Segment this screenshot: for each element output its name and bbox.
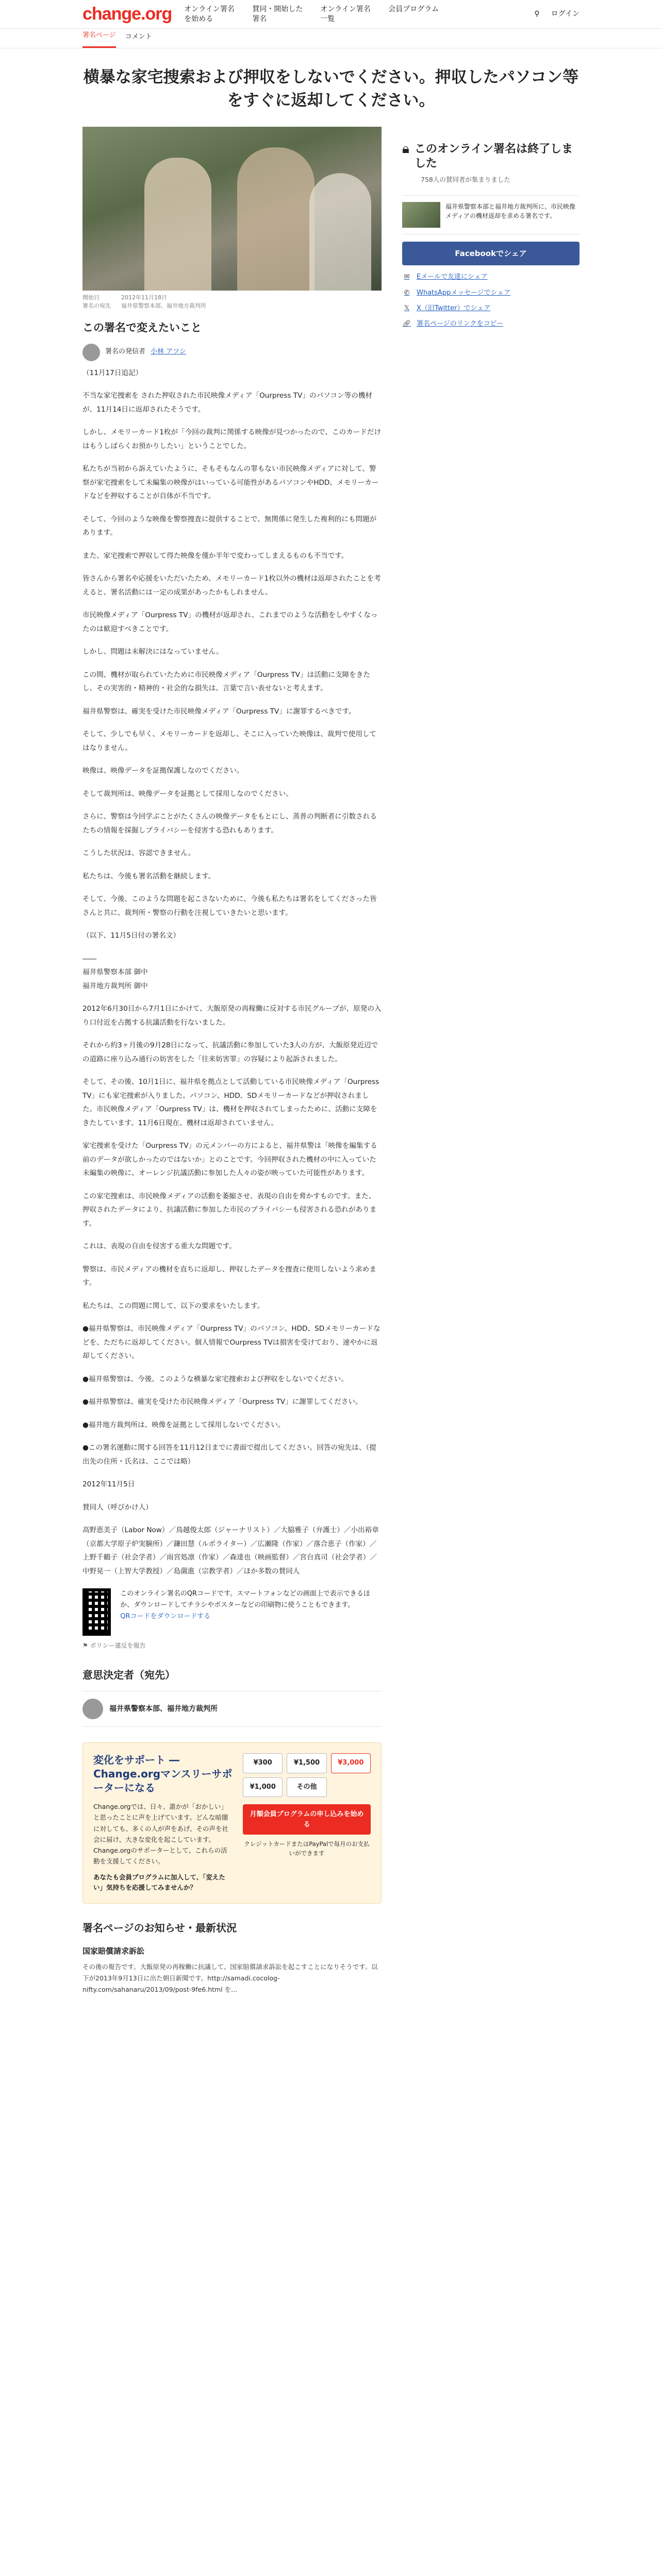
related-thumbnail (402, 202, 440, 228)
signatories-list: 高野恵美子（Labor Now）／鳥越俊太郎（ジャーナリスト）／大脇雅子（弁護士）／小出裕章（京都大学原子炉実験所）／鎌田慧（ルポライター）／広瀬隆（作家）／落合恵子（作家）／上野千鶴子（社会学者）／雨宮処凛（作家）／森達也（映画監督）／宮台真司（社会学者）／中野晃一（上智大学教授）／島薗進（宗教学者）／ほか多数の賛同人 (82, 1526, 379, 1575)
body-paragraph: こうした状況は、容認できません。 (82, 849, 195, 858)
decision-makers-title: 意思決定者（宛先） (82, 1669, 175, 1682)
closed-title: このオンライン署名は終了しました (414, 142, 573, 171)
email-icon: ✉ (404, 273, 410, 281)
body-paragraph: しかし、問題は未解決にはなっていません。 (82, 648, 223, 656)
change-org-logo[interactable]: change.org (82, 4, 172, 24)
top-bar (0, 0, 662, 29)
content-layout (0, 127, 662, 1995)
report-link[interactable]: ⚑ ポリシー違反を報告 (82, 1642, 146, 1650)
addressee-label: 署名の宛先 (82, 302, 111, 310)
copy-link-label: 署名ページのリンクをコピー (417, 319, 503, 328)
lock-icon: 🔒︎ (402, 141, 409, 157)
body-paragraph: この家宅捜索は、市民映像メディアの活動を萎縮させ、表現の自由を脅かすものです。また、押収されたデータにより、抗議活動に参加した市民のプライバシーも侵害される恐れがあります。 (82, 1192, 377, 1228)
demand-item: ●この署名運動に関する回答を11月12日までに書面で提出してください。回答の宛先は、（提出先の住所・氏名は、ここでは略） (82, 1444, 376, 1466)
body-paragraph: （以下、11月5日付の署名文） (82, 931, 180, 940)
avatar (82, 344, 100, 361)
twitter-icon: 𝕏 (404, 304, 410, 312)
amount-option[interactable]: ¥1,000 (243, 1777, 283, 1798)
link-icon: 🔗︎ (402, 319, 411, 328)
share-whatsapp-label: WhatsAppメッセージでシェア (417, 289, 511, 297)
demand-item: ●福井地方裁判所は、映像を証拠として採用しないでください。 (82, 1420, 285, 1429)
support-box (82, 1742, 382, 1904)
report-label: ポリシー違反を報告 (90, 1642, 146, 1650)
body-paragraph: 映像は、映像データを証拠保護しなのでください。 (82, 767, 244, 775)
nav-my-petitions[interactable]: 賛同・開始した署名 (252, 5, 303, 23)
support-title: 変化をサポート ― Change.orgマンスリーサポーターになる (93, 1754, 233, 1794)
tab-comments[interactable]: コメント (125, 33, 152, 41)
supporter-count: 758人の賛同者が集まりました (421, 176, 510, 184)
decision-maker-item[interactable] (82, 1691, 382, 1727)
search-icon[interactable]: ⚲ (534, 10, 540, 19)
share-email-label: Eメールで友達にシェア (417, 273, 488, 281)
start-date-label: 開始日 (82, 294, 100, 301)
facebook-share-button[interactable]: Facebookでシェア (402, 242, 580, 266)
petition-photo (82, 127, 382, 291)
login-link[interactable]: ログイン (551, 10, 580, 19)
body-paragraph: これは、表現の自由を侵害する重大な問題です。 (82, 1242, 236, 1251)
share-twitter-label: X（旧Twitter）でシェア (417, 304, 491, 312)
amount-option-selected[interactable]: ¥3,000 (331, 1753, 371, 1773)
body-paragraph: そして、その後、10月1日に、福井県を拠点として活動している市民映像メディア「Ourpress TV」にも家宅捜索が入りました。パソコン、HDD、SDメモリーカードなどが押収されました。市民映像メディア「Ourpress TV」は、機材を押収されてしまったために、活動に支障をきたしています。11月6日現在、機材は返却されていません。 (82, 1078, 379, 1127)
sidebar (402, 127, 580, 1995)
qr-section (82, 1588, 382, 1636)
amount-options (243, 1753, 371, 1797)
amount-option[interactable]: ¥300 (243, 1753, 283, 1773)
copy-link[interactable] (402, 319, 580, 329)
amount-option-other[interactable]: その他 (287, 1777, 326, 1798)
related-petition[interactable] (402, 195, 580, 234)
body-paragraph: また、家宅捜索で押収して得た映像を僅か半年で変わってしまえるものも不当です。 (82, 551, 349, 560)
petition-date: 2012年11月5日 (82, 1480, 135, 1489)
body-paragraph: そして、少しでも早く、メモリーカードを返却し、そこに入っていた映像は、裁判で使用してはなりません。 (82, 730, 377, 752)
page-title: 横暴な家宅捜索および押収をしないでください。押収したパソコン等をすぐに返却してください。 (83, 68, 579, 110)
demand-item: ●福井県警察は、確実を受けた市民映像メディア「Ourpress TV」に謝罪してください。 (82, 1398, 362, 1406)
body-paragraph: 家宅捜索を受けた「Ourpress TV」の元メンバーの方によると、福井県警は「映像を編集する前のデータが欲しかったのではないか」とのことです。今回押収された機材の中に入っていた未編集の映像に、オーレンジ抗議活動に参加した人々の姿が映っていた可能性があります。 (82, 1142, 377, 1178)
update-item[interactable] (82, 1944, 382, 1995)
share-whatsapp-link[interactable] (402, 289, 580, 298)
addressees-block: ―― 福井県警察本部 御中 福井地方裁判所 御中 (82, 954, 148, 990)
qr-code-image (82, 1588, 111, 1636)
related-text: 福井県警察本部と福井地方裁判所に、市民映像メディアの機材返却を求める署名です。 (445, 202, 576, 219)
qr-description: このオンライン署名のQRコードです。スマートフォンなどの画面上で表示できるほか、ダウンロードしてチラシやポスターなどの印刷物に使うこともできます。 (120, 1590, 370, 1609)
updates-title: 署名ページのお知らせ・最新状況 (82, 1921, 237, 1934)
body-paragraph: 不当な家宅捜索を された押収された市民映像メディア「Ourpress TV」のパソコン等の機材が、11月14日に返却されたそうです。 (82, 392, 373, 414)
body-paragraph: さらに、警察は今回学ぶことがたくさんの映像データをもとにし、蒸普の判断者に引数されるたちの情報を採掘しプライバシーを侵害する恐れもあります。 (82, 812, 377, 835)
body-paragraph: しかし、メモリーカード1枚が「今回の裁判に関係する映像が見つかったので、このカードだけはもうしばらくお預かりしたい」ということでした。 (82, 428, 382, 450)
demand-item: ●福井県警察は、市民映像メディア「Ourpress TV」のパソコン、HDD、SDメモリーカードなどを、ただちに返却してください。個人情報でOurpress TVは損害を受けており、速やかに返却してください。 (82, 1325, 380, 1361)
payment-note: クレジットカードまたはPayPalで毎月のお支払いができます (244, 1840, 370, 1857)
update-text: その後の報告です。大飯原発の再稼働に抗議して、国家賠償請求訴訟を起こすことになりそうです。以下が2013年9月13日に出た朝日新聞です。http://samadi.cocolog-nifty.com/sahanaru/2013/09/post-9fe6.html を... (82, 1963, 378, 1993)
support-body: Change.orgでは、日々、誰かが「おかしい」と思ったことに声を上げています。どんな暗闇に対しても、多くの人が声をあげ、その声を社会に届け、大きな変化を起こしています。Change.orgのサポーターとして、これらの活動を支援してください。 (93, 1803, 229, 1866)
starter-name-link[interactable]: 小林 アツシ (151, 348, 187, 356)
whatsapp-icon: ✆ (404, 289, 410, 297)
starter-prefix: 署名の発信者 (105, 348, 146, 356)
page-tabs (0, 29, 662, 48)
body-paragraph: そして裁判所は、映像データを証拠として採用しなのでください。 (82, 789, 293, 798)
tab-petition[interactable]: 署名ページ (82, 29, 116, 48)
photo-caption (82, 291, 382, 318)
body-paragraph: 私たちは、今後も署名活動を継続します。 (82, 872, 216, 880)
signatories-label: 賛同人（呼びかけ人） (82, 1503, 153, 1512)
body-paragraph: 私たちが当初から訴えていたように、そもそもなんの罪もない市民映像メディアに対して、警察が家宅捜索をして未編集の映像がはいっている可能性があるパソコンやHDD、メモリーカードなどを押収することが自体が不当です。 (82, 465, 379, 501)
start-date-value: 2012年11月18日 (121, 294, 167, 301)
main-column (82, 127, 382, 1995)
nav-start-petition[interactable]: オンライン署名を始める (184, 5, 235, 23)
petition-closed-notice (402, 142, 580, 172)
body-paragraph: 福井県警察は、確実を受けた市民映像メディア「Ourpress TV」に謝罪するべきです。 (82, 707, 356, 716)
body-paragraph: この間、機材が取られていたために市民映像メディア「Ourpress TV」は活動に支障をきたし、その実害的・精神的・社会的な損失は、言葉で言い表せないと考えます。 (82, 670, 370, 693)
share-twitter-link[interactable] (402, 304, 580, 313)
petition-body (82, 366, 382, 1579)
body-paragraph: 私たちは、この問題に関して、以下の要求をいたします。 (82, 1301, 264, 1310)
nav-browse-petitions[interactable]: オンライン署名一覧 (320, 5, 371, 23)
body-paragraph: それから約3ヶ月後の9月28日になって、抗議活動に参加していた3人の方が、大飯原発近辺での道路に座り込み通行の妨害をした「往来妨害罪」の容疑により起訴されました。 (82, 1041, 378, 1063)
body-paragraph: （11月17日追記） (82, 368, 143, 377)
avatar (82, 1699, 103, 1719)
share-email-link[interactable] (402, 273, 580, 282)
body-paragraph: 警察は、市民メディアの機材を直ちに返却し、押収したデータを捜査に使用しないよう求めます。 (82, 1265, 376, 1287)
petition-heading: この署名で変えたいこと (82, 321, 202, 334)
decision-maker-name: 福井県警察本部、福井地方裁判所 (109, 1704, 218, 1713)
addressee-value: 福井県警察本部、福井地方裁判所 (121, 302, 206, 310)
join-membership-button[interactable]: 月額会員プログラムの申し込みを始める (243, 1804, 371, 1835)
petition-starter (82, 344, 382, 361)
body-paragraph: 2012年6月30日から7月1日にかけて、大飯原発の再稼働に反対する市民グループが、原発の入り口付近を占拠する抗議活動を行ないました。 (82, 1005, 382, 1027)
header-right (534, 7, 580, 21)
body-paragraph: そして、今後、このような問題を起こさないために、今後も私たちは署名をしてくださった皆さんと共に、裁判所・警察の行動を注視していきたいと思います。 (82, 895, 377, 917)
body-paragraph: そして、今回のような映像を警察捜査に提供することで、無関係に発生した複利的にも問題があります。 (82, 515, 377, 537)
nav-membership[interactable]: 会員プログラム (388, 5, 439, 14)
qr-download-link[interactable]: QRコードをダウンロードする (120, 1613, 211, 1621)
demand-item: ●福井県警察は、今後、このような横暴な家宅捜索および押収をしないでください。 (82, 1375, 348, 1383)
amount-option[interactable]: ¥1,500 (287, 1753, 326, 1773)
body-paragraph: 皆さんから署名や応援をいただいたため、メモリーカード1枚以外の機材は返却されたことを考えると、署名活動には一定の成果があったかもしれません。 (82, 574, 381, 597)
update-heading: 国家賠償請求訴訟 (82, 1946, 145, 1956)
support-cta-text: あなたも会員プログラムに加入して、「変えたい」気持ちを応援してみませんか？ (93, 1873, 225, 1891)
body-paragraph: 市民映像メディア「Ourpress TV」の機材が返却され、これまでのような活動をしやすくなったのは歓迎すべきことです。 (82, 611, 378, 633)
main-nav (184, 5, 439, 23)
